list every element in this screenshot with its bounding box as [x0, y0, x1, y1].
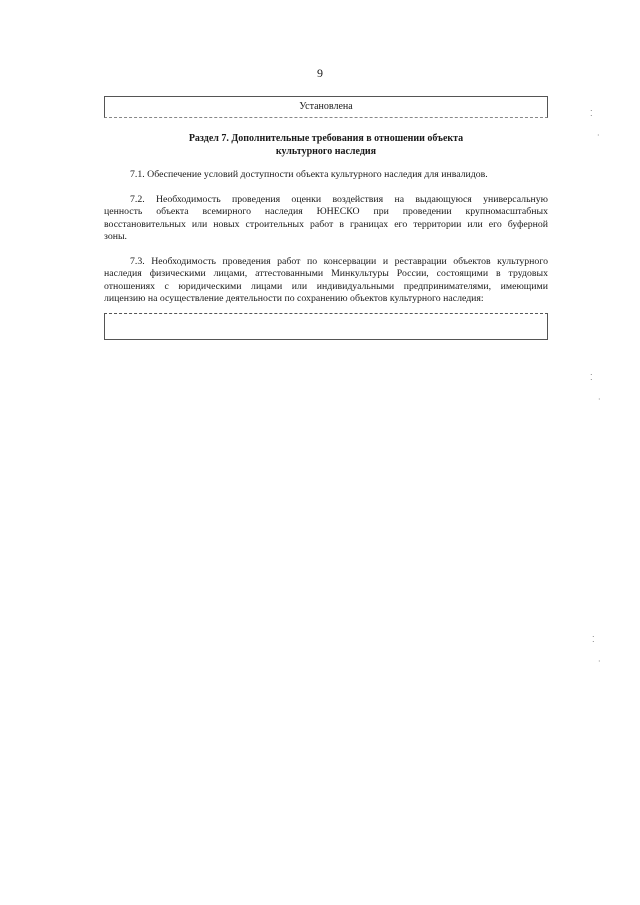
scan-artifact-mark: ·	[598, 395, 601, 404]
paragraph-line: лицензию на осуществление деятельности по сохранению объектов культурного наследия:	[104, 293, 484, 305]
paragraph-line: ценность объекта всемирного наследия ЮНЕСКО при проведении крупномасштабных	[104, 206, 548, 218]
scan-artifact-mark: ⁚	[590, 373, 593, 382]
scan-artifact-mark: ·	[597, 131, 600, 140]
paragraph-line: 7.1. Обеспечение условий доступности объекта культурного наследия для инвалидов.	[130, 169, 488, 180]
scan-artifact-mark: ·	[598, 657, 601, 666]
paragraph-line: отношениях с юридическими лицами или индивидуальными предпринимателями, имеющими	[104, 280, 548, 292]
paragraph-line: 7.3. Необходимость проведения работ по консервации и реставрации объектов культурного	[130, 256, 548, 267]
section-heading-line-1: Раздел 7. Дополнительные требования в отношении объекта	[188, 133, 464, 144]
paragraph-7-2	[104, 194, 548, 244]
section-heading-line-2: культурного наследия	[275, 146, 377, 157]
section-heading	[104, 132, 548, 158]
scan-artifact-mark: ⁚	[590, 109, 593, 118]
scan-artifact-mark: ⁚	[592, 635, 595, 644]
paragraph-line: зоны.	[104, 231, 127, 243]
paragraph-line: наследия физическими лицами, аттестованными Минкультуры России, состоящими в трудовых	[104, 268, 548, 280]
paragraph-line: восстановительных или новых строительных работ в границах его территории или его буферной	[104, 218, 548, 230]
empty-table-cell	[104, 313, 548, 340]
status-box-text: Установлена	[299, 101, 353, 112]
paragraph-7-1	[104, 169, 548, 181]
paragraph-line: 7.2. Необходимость проведения оценки воздействия на выдающуюся универсальную	[130, 194, 548, 205]
page-number: 9	[317, 66, 323, 80]
paragraph-7-3	[104, 256, 548, 306]
status-box	[104, 96, 548, 118]
